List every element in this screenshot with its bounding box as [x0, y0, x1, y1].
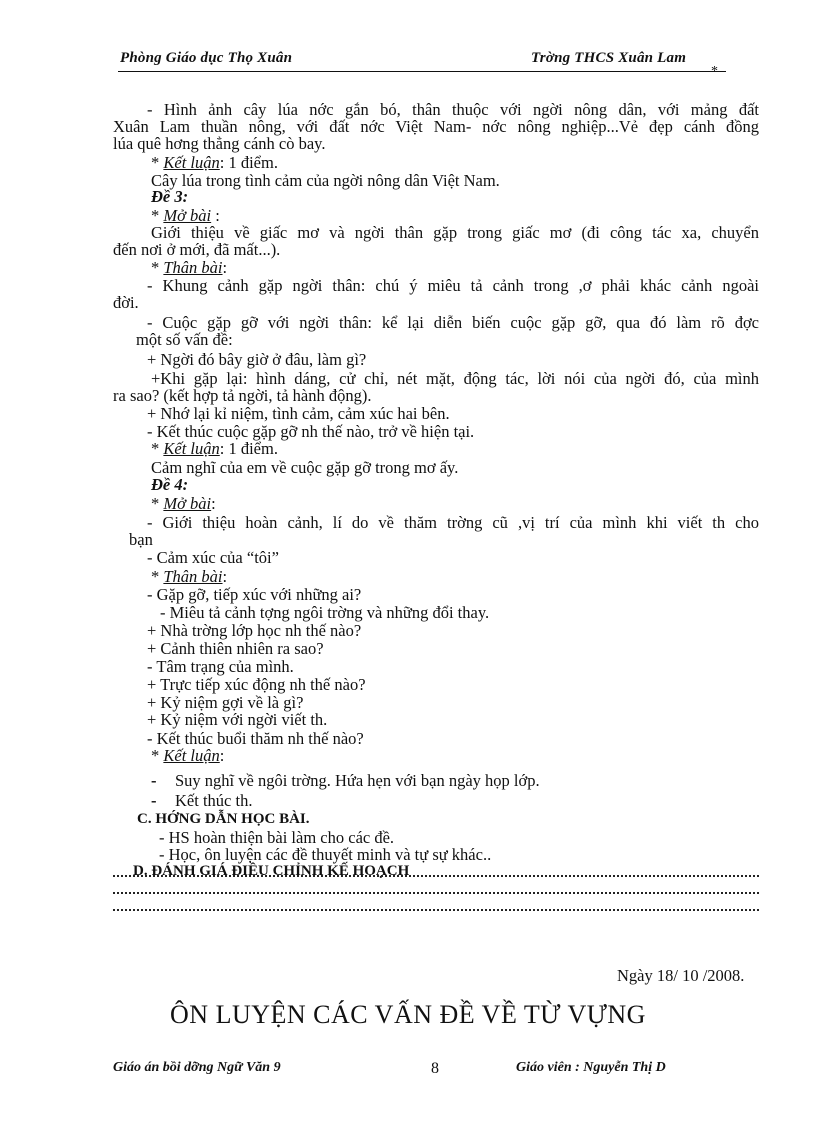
body-line: - Cảm xúc của “tôi”	[147, 548, 279, 567]
body-line: một số vấn đề:	[136, 330, 233, 349]
body-line: + Kỷ niệm với ngời viết th.	[147, 710, 328, 729]
body-line: - Giới thiệu hoàn cảnh, lí do về thăm trờng cũ ,vị trí của mình khi viết th cho	[147, 513, 759, 532]
section-heading: D. ĐÁNH GIÁ ĐIỀU CHỈNH KẾ HOẠCH	[133, 863, 410, 879]
section-label-suffix: :	[211, 494, 216, 513]
section-label-suffix: :	[211, 206, 220, 225]
footer-subject: Giáo án bồi dỡng Ngữ Văn 9	[113, 1060, 281, 1075]
section-label-suffix: : 1 điểm.	[219, 439, 278, 458]
section-label-text: Mở bài	[163, 494, 212, 513]
bullet-text: Kết thúc th.	[175, 791, 253, 810]
section-label: * Kết luận: 1 điểm.	[151, 153, 278, 172]
body-line: + Ngời đó bây giờ ở đâu, làm gì?	[147, 350, 367, 369]
section-label-suffix: :	[222, 258, 228, 277]
body-line: + Nhà trờng lớp học nh thế nào?	[147, 621, 362, 640]
body-line: + Trực tiếp xúc động nh thế nào?	[147, 675, 366, 694]
body-line: + Cảnh thiên nhiên ra sao?	[147, 639, 324, 658]
section-label-suffix: :	[219, 746, 225, 765]
body-line: - Tâm trạng của mình.	[147, 657, 294, 676]
section-label: * Kết luận:	[151, 746, 225, 765]
section-label-suffix: :	[222, 567, 228, 586]
header-school-office: Phòng Giáo dục Thọ Xuân	[120, 50, 293, 66]
section-label-text: Thân bài	[163, 567, 223, 586]
lesson-date: Ngày 18/ 10 /2008.	[617, 966, 745, 985]
body-line: ra sao? (kết hợp tả ngời, tả hành động).	[113, 386, 372, 405]
section-label: * Mở bài :	[151, 206, 220, 225]
section-label: * Thân bài:	[151, 567, 228, 586]
body-line: Cảm nghĩ của em về cuộc gặp gỡ trong mơ ấy.	[151, 458, 459, 477]
dotted-line-3	[113, 909, 759, 915]
body-line: + Nhớ lại kỉ niệm, tình cảm, cảm xúc hai bên.	[147, 404, 450, 423]
body-line: lúa quê hơng thẳng cánh cò bay.	[113, 134, 326, 153]
section-label: * Thân bài:	[151, 258, 228, 277]
body-line: Giới thiệu về giấc mơ và ngời thân gặp trong giấc mơ (đi công tác xa, chuyển	[151, 223, 759, 242]
section-label-text: Kết luận	[163, 153, 220, 172]
section-label-text: Kết luận	[163, 746, 220, 765]
section-label-text: Kết luận	[163, 439, 220, 458]
body-line: - Gặp gỡ, tiếp xúc với những ai?	[147, 585, 362, 604]
section-heading: Đề 4:	[151, 475, 189, 494]
body-line: - Cuộc gặp gỡ với ngời thân: kể lại diễn biến cuộc gặp gỡ, qua đó làm rõ đợc	[147, 313, 759, 332]
footer-teacher: Giáo viên : Nguyễn Thị D	[516, 1060, 666, 1075]
footer-page-number: 8	[431, 1060, 439, 1077]
header-asterisk: *	[711, 64, 718, 79]
lesson-title: ÔN LUYỆN CÁC VẤN ĐỀ VỀ TỪ VỰNG	[170, 1000, 646, 1029]
body-line: bạn	[129, 530, 153, 549]
bullet-marker: -	[151, 771, 157, 790]
body-line: - Hình ảnh cây lúa nớc gắn bó, thân thuộc với ngời nông dân, với mảng đất	[147, 100, 759, 119]
body-line: - Kết thúc cuộc gặp gỡ nh thế nào, trở về hiện tại.	[147, 422, 475, 441]
dotted-line-1	[113, 875, 759, 881]
section-label-text: Thân bài	[163, 258, 223, 277]
section-label: * Mở bài:	[151, 494, 216, 513]
bullet-item	[151, 791, 759, 810]
body-line: - Miêu tả cảnh tợng ngôi trờng và những đổi thay.	[160, 603, 490, 622]
section-heading: Đề 3:	[151, 187, 189, 206]
dotted-line-2	[113, 892, 759, 898]
bullet-item	[151, 771, 759, 790]
section-label: * Kết luận: 1 điểm.	[151, 439, 278, 458]
body-line: - Kết thúc buổi thăm nh thế nào?	[147, 729, 364, 748]
body-line: đến nơi ở mới, đã mất...).	[113, 240, 281, 259]
header-school-name: Trờng THCS Xuân Lam	[531, 50, 687, 66]
body-line: - HS hoàn thiện bài làm cho các đề.	[159, 828, 395, 847]
body-line: Cây lúa trong tình cảm của ngời nông dân Việt Nam.	[151, 171, 500, 190]
body-line: - Khung cảnh gặp ngời thân: chú ý miêu tả cảnh trong ,ơ phải khác cảnh ngoài	[147, 276, 759, 295]
body-line: - Học, ôn luyện các đề thuyết minh và tự sự khác..	[159, 845, 492, 864]
header-rule	[118, 71, 726, 72]
body-line: + Kỷ niệm gợi về là gì?	[147, 693, 304, 712]
body-line: đời.	[113, 293, 139, 312]
body-line: +Khi gặp lại: hình dáng, cử chỉ, nét mặt, động tác, lời nói của ngời đó, của mình	[151, 369, 759, 388]
bullet-text: Suy nghĩ về ngôi trờng. Hứa hẹn với bạn ngày họp lớp.	[175, 771, 540, 790]
body-line: Xuân Lam thuần nông, với đất nớc Việt Nam- nớc nông nghiệp...Vẻ đẹp cánh đồng	[113, 117, 759, 136]
section-label-suffix: : 1 điểm.	[219, 153, 278, 172]
section-label-text: Mở bài	[163, 206, 212, 225]
bullet-marker: -	[151, 791, 157, 810]
section-heading: C. HỚNG DẪN HỌC BÀI.	[137, 811, 310, 827]
